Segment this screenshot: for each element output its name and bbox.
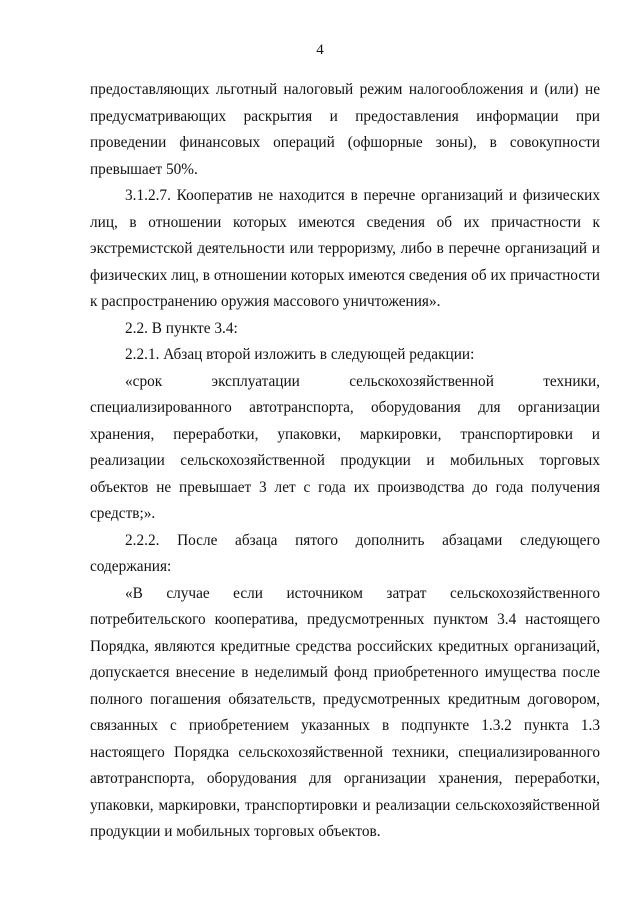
paragraph-added-text: «В случае если источником затрат сельскохозяйственного потребительского кооператива, предусмотренных пунктом 3.4 настоящего Порядка, являются кредитные средства российских кредитных организаций, допускается внесение в неделимый фонд приобретенного имущества после полного погашения обязательств, предусмотренных кредитным договором, связанных с приобретением указанных в подпункте 1.3.2 пункта 1.3 настоящего Порядка сельскохозяйственной техники, специализированного автотранспорта, оборудования для организации хранения, переработки, упаковки, маркировки, транспортировки и реализации сельскохозяйственной продукции и мобильных торговых объектов.	[90, 584, 600, 840]
paragraph-3-1-2-7: 3.1.2.7. Кооператив не находится в перечне организаций и физических лиц, в отношении которых имеются сведения об их причастности к экстремистской деятельности или терроризму, либо в перечне организаций и физических лиц, в отношении которых имеются сведения об их причастности к распространению оружия массового уничтожения».	[90, 187, 600, 310]
page-number: 4	[316, 42, 324, 58]
document-body	[90, 77, 600, 846]
paragraph-new-wording: «срок эксплуатации сельскохозяйственной техники, специализированного автотранспорта, оборудования для организации хранения, переработки, упаковки, маркировки, транспортировки и реализации сельскохозяйственной продукции и мобильных торговых объектов не превышает 3 лет с года их производства до года получения средств;».	[90, 372, 600, 522]
paragraph-2-2-2: 2.2.2. После абзаца пятого дополнить абзацами следующего содержания:	[90, 531, 600, 575]
paragraph-2-2: 2.2. В пункте 3.4:	[125, 319, 238, 337]
paragraph-offshore-continuation: предоставляющих льготный налоговый режим налогообложения и (или) не предусматривающих раскрытия и предоставления информации при проведении финансовых операций (офшорные зоны), в совокупности превышает 50%.	[90, 81, 600, 178]
paragraph-2-2-1: 2.2.1. Абзац второй изложить в следующей редакции:	[125, 346, 475, 363]
